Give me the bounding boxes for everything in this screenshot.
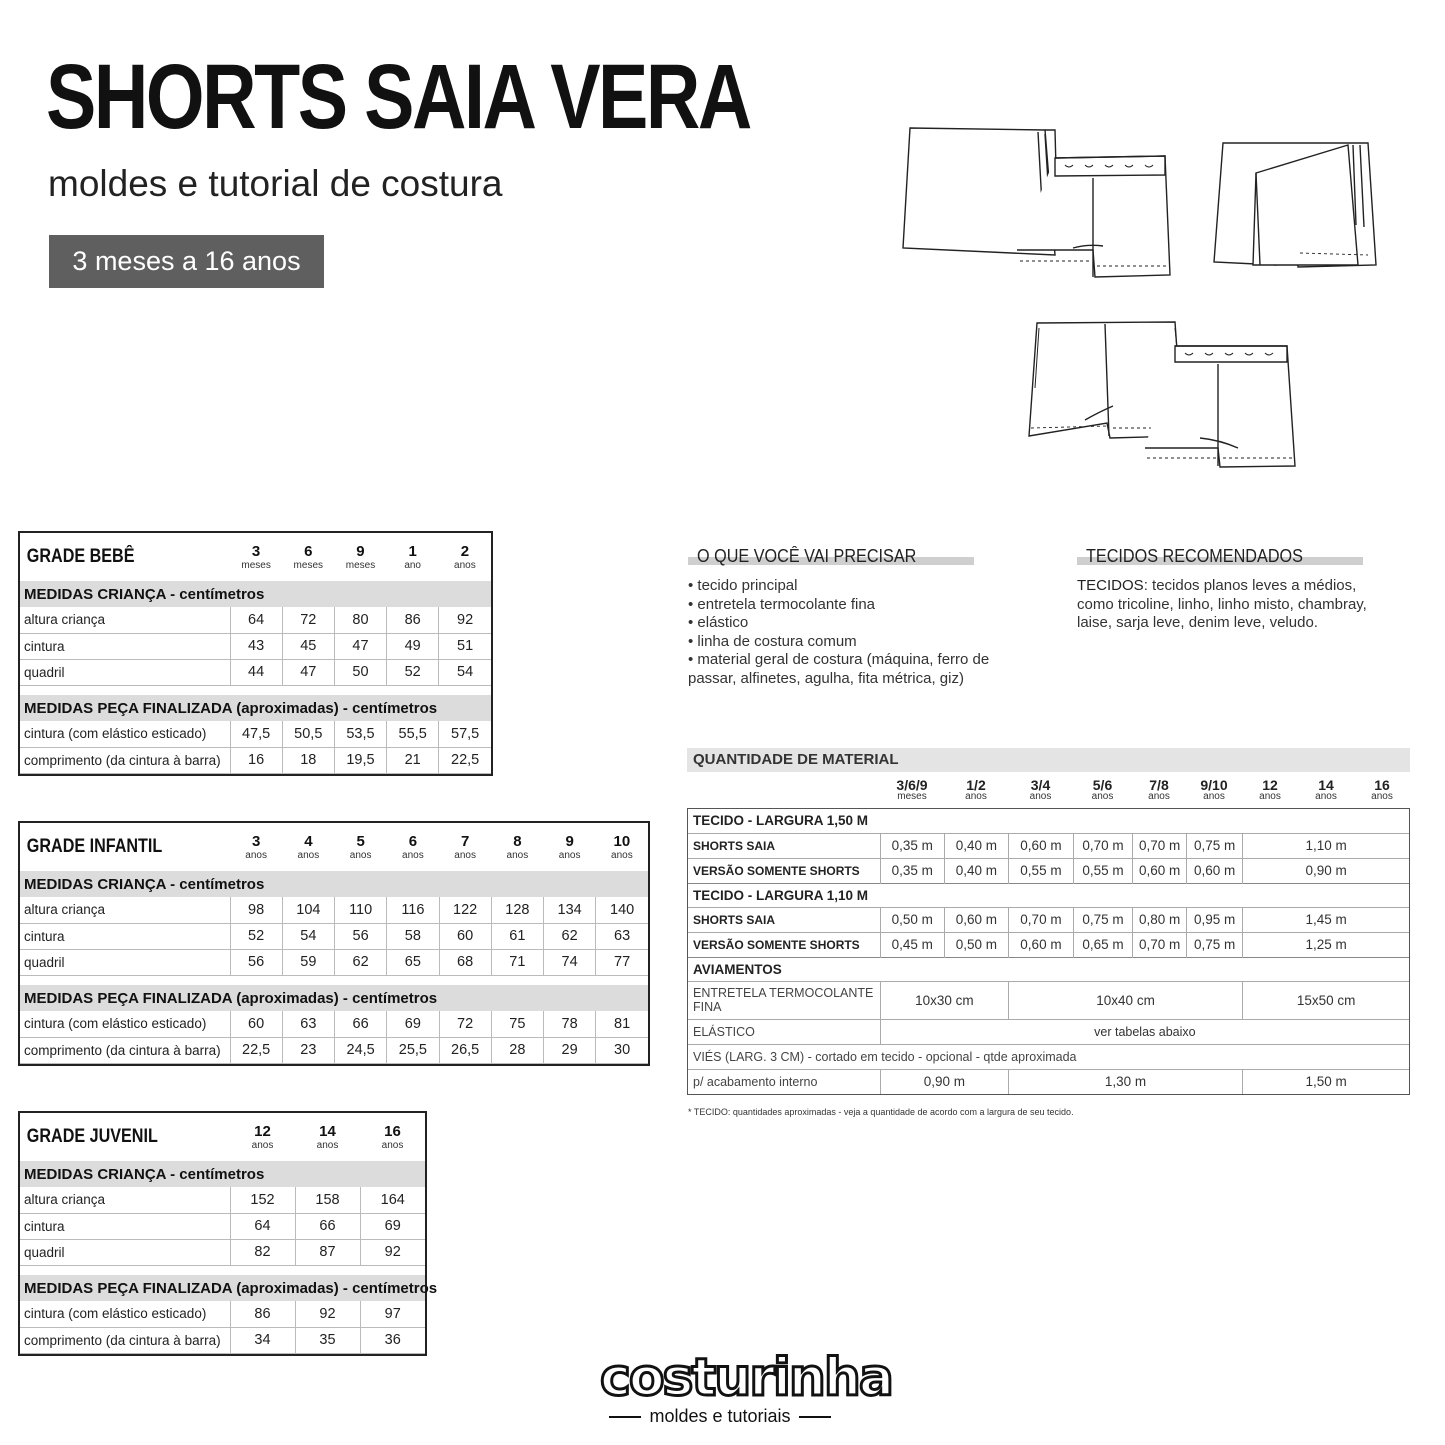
list-item: • entretela termocolante fina	[688, 595, 876, 613]
table-row: quadril 82 87 92	[20, 1239, 425, 1265]
material-heading: QUANTIDADE DE MATERIAL	[687, 748, 1410, 772]
table-row: cintura (com elástico esticado) 47,5 50,5 53,5 55,5 57,5	[20, 721, 491, 747]
size-header: 10 anos	[611, 832, 633, 861]
table-row: SHORTS SAIA 0,35 m 0,40 m 0,60 m 0,70 m 0,70 m 0,75 m 1,10 m	[688, 833, 1409, 858]
tagline-text: moldes e tutoriais	[649, 1406, 791, 1426]
grade-infantil-table	[18, 821, 650, 1066]
fabrics-heading: TECIDOS RECOMENDADOS	[1086, 546, 1303, 566]
table-row: cintura (com elástico esticado) 86 92 97	[20, 1301, 425, 1327]
size-header: 3/4 anos	[1029, 777, 1052, 802]
costurinha-logo	[600, 1348, 892, 1427]
size-header: 6 meses	[293, 542, 323, 571]
size-header: 3 meses	[241, 542, 271, 571]
table-row: SHORTS SAIA 0,50 m 0,60 m 0,70 m 0,75 m 0,80 m 0,95 m 1,45 m	[688, 907, 1409, 932]
list-item: • linha de costura comum	[688, 632, 857, 650]
page-title: SHORTS SAIA VERA	[46, 46, 750, 148]
table-title: GRADE BEBÊ	[26, 546, 135, 567]
size-header: 8 anos	[506, 832, 529, 861]
table-row: cintura (com elástico esticado) 60 63 66 69 72 75 78 81	[20, 1011, 648, 1037]
size-header: 16 anos	[381, 1122, 404, 1151]
table-row: cintura 43 45 47 49 51	[20, 633, 491, 659]
list-item: • elástico	[688, 614, 749, 631]
grade-bebe-table	[18, 531, 493, 776]
size-header: 7 anos	[454, 832, 476, 861]
size-header: 6 anos	[402, 832, 424, 861]
table-row: VIÉS (LARG. 3 CM) - cortado em tecido - opcional - qtde aproximada	[688, 1044, 1409, 1069]
size-header: 3/6/9 meses	[896, 777, 928, 802]
table-row: ENTRETELA TERMOCOLANTE FINA 10x30 cm 10x40 cm 15x50 cm	[688, 981, 1409, 1019]
size-header: 2 anos	[454, 542, 476, 571]
shorts-drawing	[1025, 318, 1300, 468]
table-title: GRADE JUVENIL	[26, 1126, 158, 1147]
table-row: cintura 52 54 56 58 60 61 62 63	[20, 923, 648, 949]
logo-tagline	[600, 1406, 840, 1427]
section-header: MEDIDAS PEÇA FINALIZADA (aproximadas) - centímetros	[20, 1275, 425, 1301]
list-item: • material geral de costura (máquina, ferro de passar, alfinetes, agulha, fita métrica, giz)	[688, 651, 990, 687]
fabrics-description: : tecidos planos leves a médios, como tricoline, linho, linho misto, chambray, laise, sarja leve, denim leve, veludo.	[1077, 577, 1367, 631]
table-row: altura criança 152 158 164	[20, 1187, 425, 1213]
table-row: VERSÃO SOMENTE SHORTS 0,35 m 0,40 m 0,55 m 0,55 m 0,60 m 0,60 m 0,90 m	[688, 858, 1409, 883]
table-row: cintura 64 66 69	[20, 1213, 425, 1239]
section-header: MEDIDAS CRIANÇA - centímetros	[20, 871, 648, 897]
table-row: comprimento (da cintura à barra) 34 35 36	[20, 1327, 425, 1353]
size-header: 9 anos	[558, 832, 581, 861]
section-header: MEDIDAS CRIANÇA - centímetros	[20, 581, 491, 607]
table-row: quadril 56 59 62 65 68 71 74 77	[20, 949, 648, 975]
size-header: 5/6 anos	[1091, 777, 1114, 802]
table-row: ELÁSTICO ver tabelas abaixo	[688, 1019, 1409, 1044]
table-row: comprimento (da cintura à barra) 16 18 19,5 21 22,5	[20, 747, 491, 773]
material-table	[687, 748, 1410, 1095]
needs-heading: O QUE VOCÊ VAI PRECISAR	[697, 546, 917, 566]
table-row: p/ acabamento interno 0,90 m 1,30 m 1,50 m	[688, 1069, 1409, 1094]
size-header: 9 meses	[345, 542, 376, 571]
size-header: 7/8 anos	[1148, 777, 1170, 802]
logo-brand: costurinha	[600, 1348, 892, 1408]
size-header: 5 anos	[349, 832, 372, 861]
list-item: • tecido principal	[688, 577, 798, 594]
size-header: 1 ano	[404, 542, 421, 571]
table-row: altura criança 98 104 110 116 122 128 134 140	[20, 897, 648, 923]
size-header: 12 anos	[251, 1122, 274, 1151]
table-row: quadril 44 47 50 52 54	[20, 659, 491, 685]
table-row: comprimento (da cintura à barra) 22,5 23 24,5 25,5 26,5 28 29 30	[20, 1037, 648, 1063]
size-header: 16 anos	[1371, 777, 1393, 802]
size-header: 1/2 anos	[965, 777, 987, 802]
section-header: MEDIDAS PEÇA FINALIZADA (aproximadas) - centímetros	[20, 985, 648, 1011]
section-header: TECIDO - LARGURA 1,50 M	[693, 813, 869, 829]
section-header: MEDIDAS CRIANÇA - centímetros	[20, 1161, 425, 1187]
page-subtitle: moldes e tutorial de costura	[48, 163, 503, 204]
fabrics-text	[1077, 577, 1377, 633]
table-title: GRADE INFANTIL	[26, 836, 163, 857]
size-header: 3 anos	[245, 832, 267, 861]
size-header: 9/10 anos	[1200, 777, 1228, 802]
skort-back-drawing	[1208, 135, 1383, 270]
age-range-badge: 3 meses a 16 anos	[49, 235, 324, 288]
section-header: MEDIDAS PEÇA FINALIZADA (aproximadas) - centímetros	[20, 695, 491, 721]
section-header: AVIAMENTOS	[688, 957, 1409, 981]
tagline-rule	[609, 1416, 641, 1418]
size-header: 14 anos	[316, 1122, 339, 1151]
size-header: 12 anos	[1259, 777, 1281, 802]
table-row: VERSÃO SOMENTE SHORTS 0,45 m 0,50 m 0,60 m 0,65 m 0,70 m 0,75 m 1,25 m	[688, 932, 1409, 957]
fabrics-label: TECIDOS	[1077, 577, 1144, 594]
grade-juvenil-table	[18, 1111, 438, 1356]
section-header: TECIDO - LARGURA 1,10 M	[688, 883, 1409, 907]
size-header: 14 anos	[1315, 777, 1337, 802]
tagline-rule	[799, 1416, 831, 1418]
table-row: altura criança 64 72 80 86 92	[20, 607, 491, 633]
material-footnote: * TECIDO: quantidades aproximadas - veja a quantidade de acordo com a largura de seu tecido.	[688, 1107, 1074, 1117]
needs-list	[688, 577, 998, 688]
skort-front-drawing	[895, 120, 1185, 285]
size-header: 4 anos	[297, 832, 320, 861]
